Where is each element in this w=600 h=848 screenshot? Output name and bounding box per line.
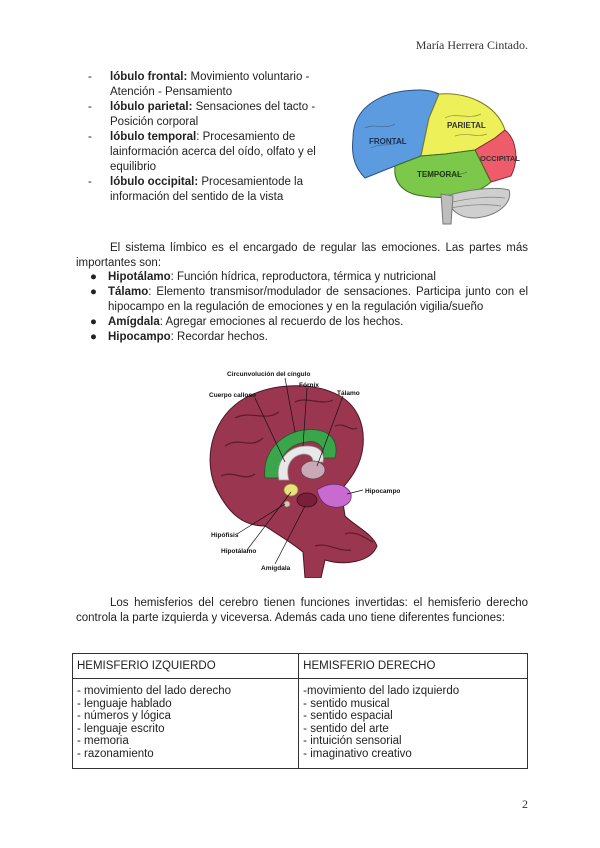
list-item: - sentido del arte	[303, 722, 389, 735]
list-item: - sentido espacial	[303, 710, 393, 722]
limbic-system-figure	[195, 366, 425, 578]
label-amigdala: Amígdala	[261, 565, 291, 572]
lobe-desc: Sensaciones del tacto - Posición corporal	[110, 101, 316, 128]
label-talamo: Tálamo	[337, 390, 360, 397]
list-item	[88, 70, 338, 100]
left-functions-cell	[73, 679, 299, 769]
bullet: -	[88, 71, 92, 83]
bullet: -	[88, 101, 92, 113]
lobe-term: lóbulo temporal	[110, 131, 197, 143]
lobe-desc: Procesamientode la información del sentido de la vista	[110, 176, 304, 203]
list-item	[88, 130, 338, 175]
cerebellum-shape	[447, 188, 510, 218]
bullet: ●	[90, 331, 97, 343]
lobe-term: lóbulo frontal:	[110, 71, 188, 83]
temporal-label: TEMPORAL	[417, 170, 462, 179]
list-item: - lenguaje hablado	[77, 697, 172, 710]
brainstem-shape	[441, 194, 453, 224]
list-item	[90, 330, 528, 345]
bullet: ●	[90, 316, 97, 328]
frontal-label: FRONTAL	[369, 137, 407, 146]
list-item: -movimiento del lado izquierdo	[303, 685, 460, 697]
limbic-term: Amígdala	[108, 316, 160, 328]
list-item	[90, 315, 528, 330]
list-item: - intuición sensorial	[303, 735, 402, 747]
author-name: María Herrera Cintado.	[415, 38, 528, 52]
hypothalamus-shape	[284, 484, 298, 496]
label-hipocampo: Hipocampo	[365, 488, 401, 495]
hemispheres-table	[72, 653, 528, 769]
bullet: -	[88, 176, 92, 188]
limbic-desc: : Función hídrica, reproductora, térmica y nutricional	[170, 271, 436, 283]
list-item	[90, 270, 528, 285]
right-functions-cell	[299, 679, 528, 769]
limbic-intro	[76, 241, 528, 271]
lobe-desc: : Procesamiento de lainformación acerca del oído, olfato y el equilibrio	[110, 131, 316, 173]
lobe-desc: Movimiento voluntario - Atención - Pensamiento	[110, 71, 310, 98]
limbic-term: Hipocampo	[108, 331, 171, 343]
header-left: HEMISFERIO IZQUIERDO	[73, 654, 299, 679]
list-item: - memoria	[77, 735, 129, 747]
label-fornix: Fórnix	[299, 382, 319, 389]
amygdala-shape	[297, 493, 317, 507]
list-item: - imaginativo creativo	[303, 747, 412, 760]
table-row	[73, 679, 528, 769]
thalamus-shape	[301, 461, 325, 479]
list-item	[88, 100, 338, 130]
brain-lobes-figure	[335, 78, 527, 228]
list-item: - lenguaje escrito	[77, 722, 165, 735]
page-number: 2	[522, 797, 528, 811]
label-hipofisis: Hipófisis	[211, 532, 239, 539]
occipital-label: OCCIPITAL	[480, 154, 520, 163]
limbic-term: Tálamo	[108, 286, 149, 298]
lobe-term: lóbulo parietal:	[110, 101, 193, 113]
table-header-row	[73, 654, 528, 679]
list-item	[88, 175, 338, 205]
list-item: - números y lógica	[77, 710, 171, 722]
parietal-label: PARIETAL	[447, 121, 486, 130]
hemispheres-intro: Los hemisferios del cerebro tienen funciones invertidas: el hemisferio derecho controla la parte izquierda y viceversa. Además cada uno tiene diferentes funciones:	[76, 597, 528, 624]
header-right: HEMISFERIO DERECHO	[299, 654, 528, 679]
label-circunvolucion: Circunvolución del cíngulo	[227, 371, 311, 378]
list-item: - razonamiento	[77, 747, 154, 760]
limbic-term: Hipotálamo	[108, 271, 171, 283]
bullet: ●	[90, 286, 97, 298]
limbic-desc: : Agregar emociones al recuerdo de los hechos.	[159, 316, 404, 328]
limbic-parts-list	[90, 270, 528, 345]
lobes-list	[88, 70, 338, 205]
list-item	[90, 285, 528, 315]
limbic-intro-text: El sistema límbico es el encargado de regular las emociones. Las partes más importantes son:	[76, 242, 528, 269]
label-cuerpo-calloso: Cuerpo calloso	[209, 392, 256, 399]
bullet: ●	[90, 271, 97, 283]
limbic-desc: : Elemento transmisor/modulador de sensaciones. Participa junto con el hipocampo en la regulación de emociones y en la regulación vigilia/sueño	[108, 286, 528, 313]
bullet: -	[88, 131, 92, 143]
list-item: - sentido musical	[303, 697, 390, 710]
limbic-desc: : Recordar hechos.	[170, 331, 268, 343]
lobe-term: lóbulo occipital:	[110, 176, 199, 188]
label-hipotalamo: Hipotálamo	[221, 548, 257, 555]
list-item: - movimiento del lado derecho	[77, 685, 232, 697]
